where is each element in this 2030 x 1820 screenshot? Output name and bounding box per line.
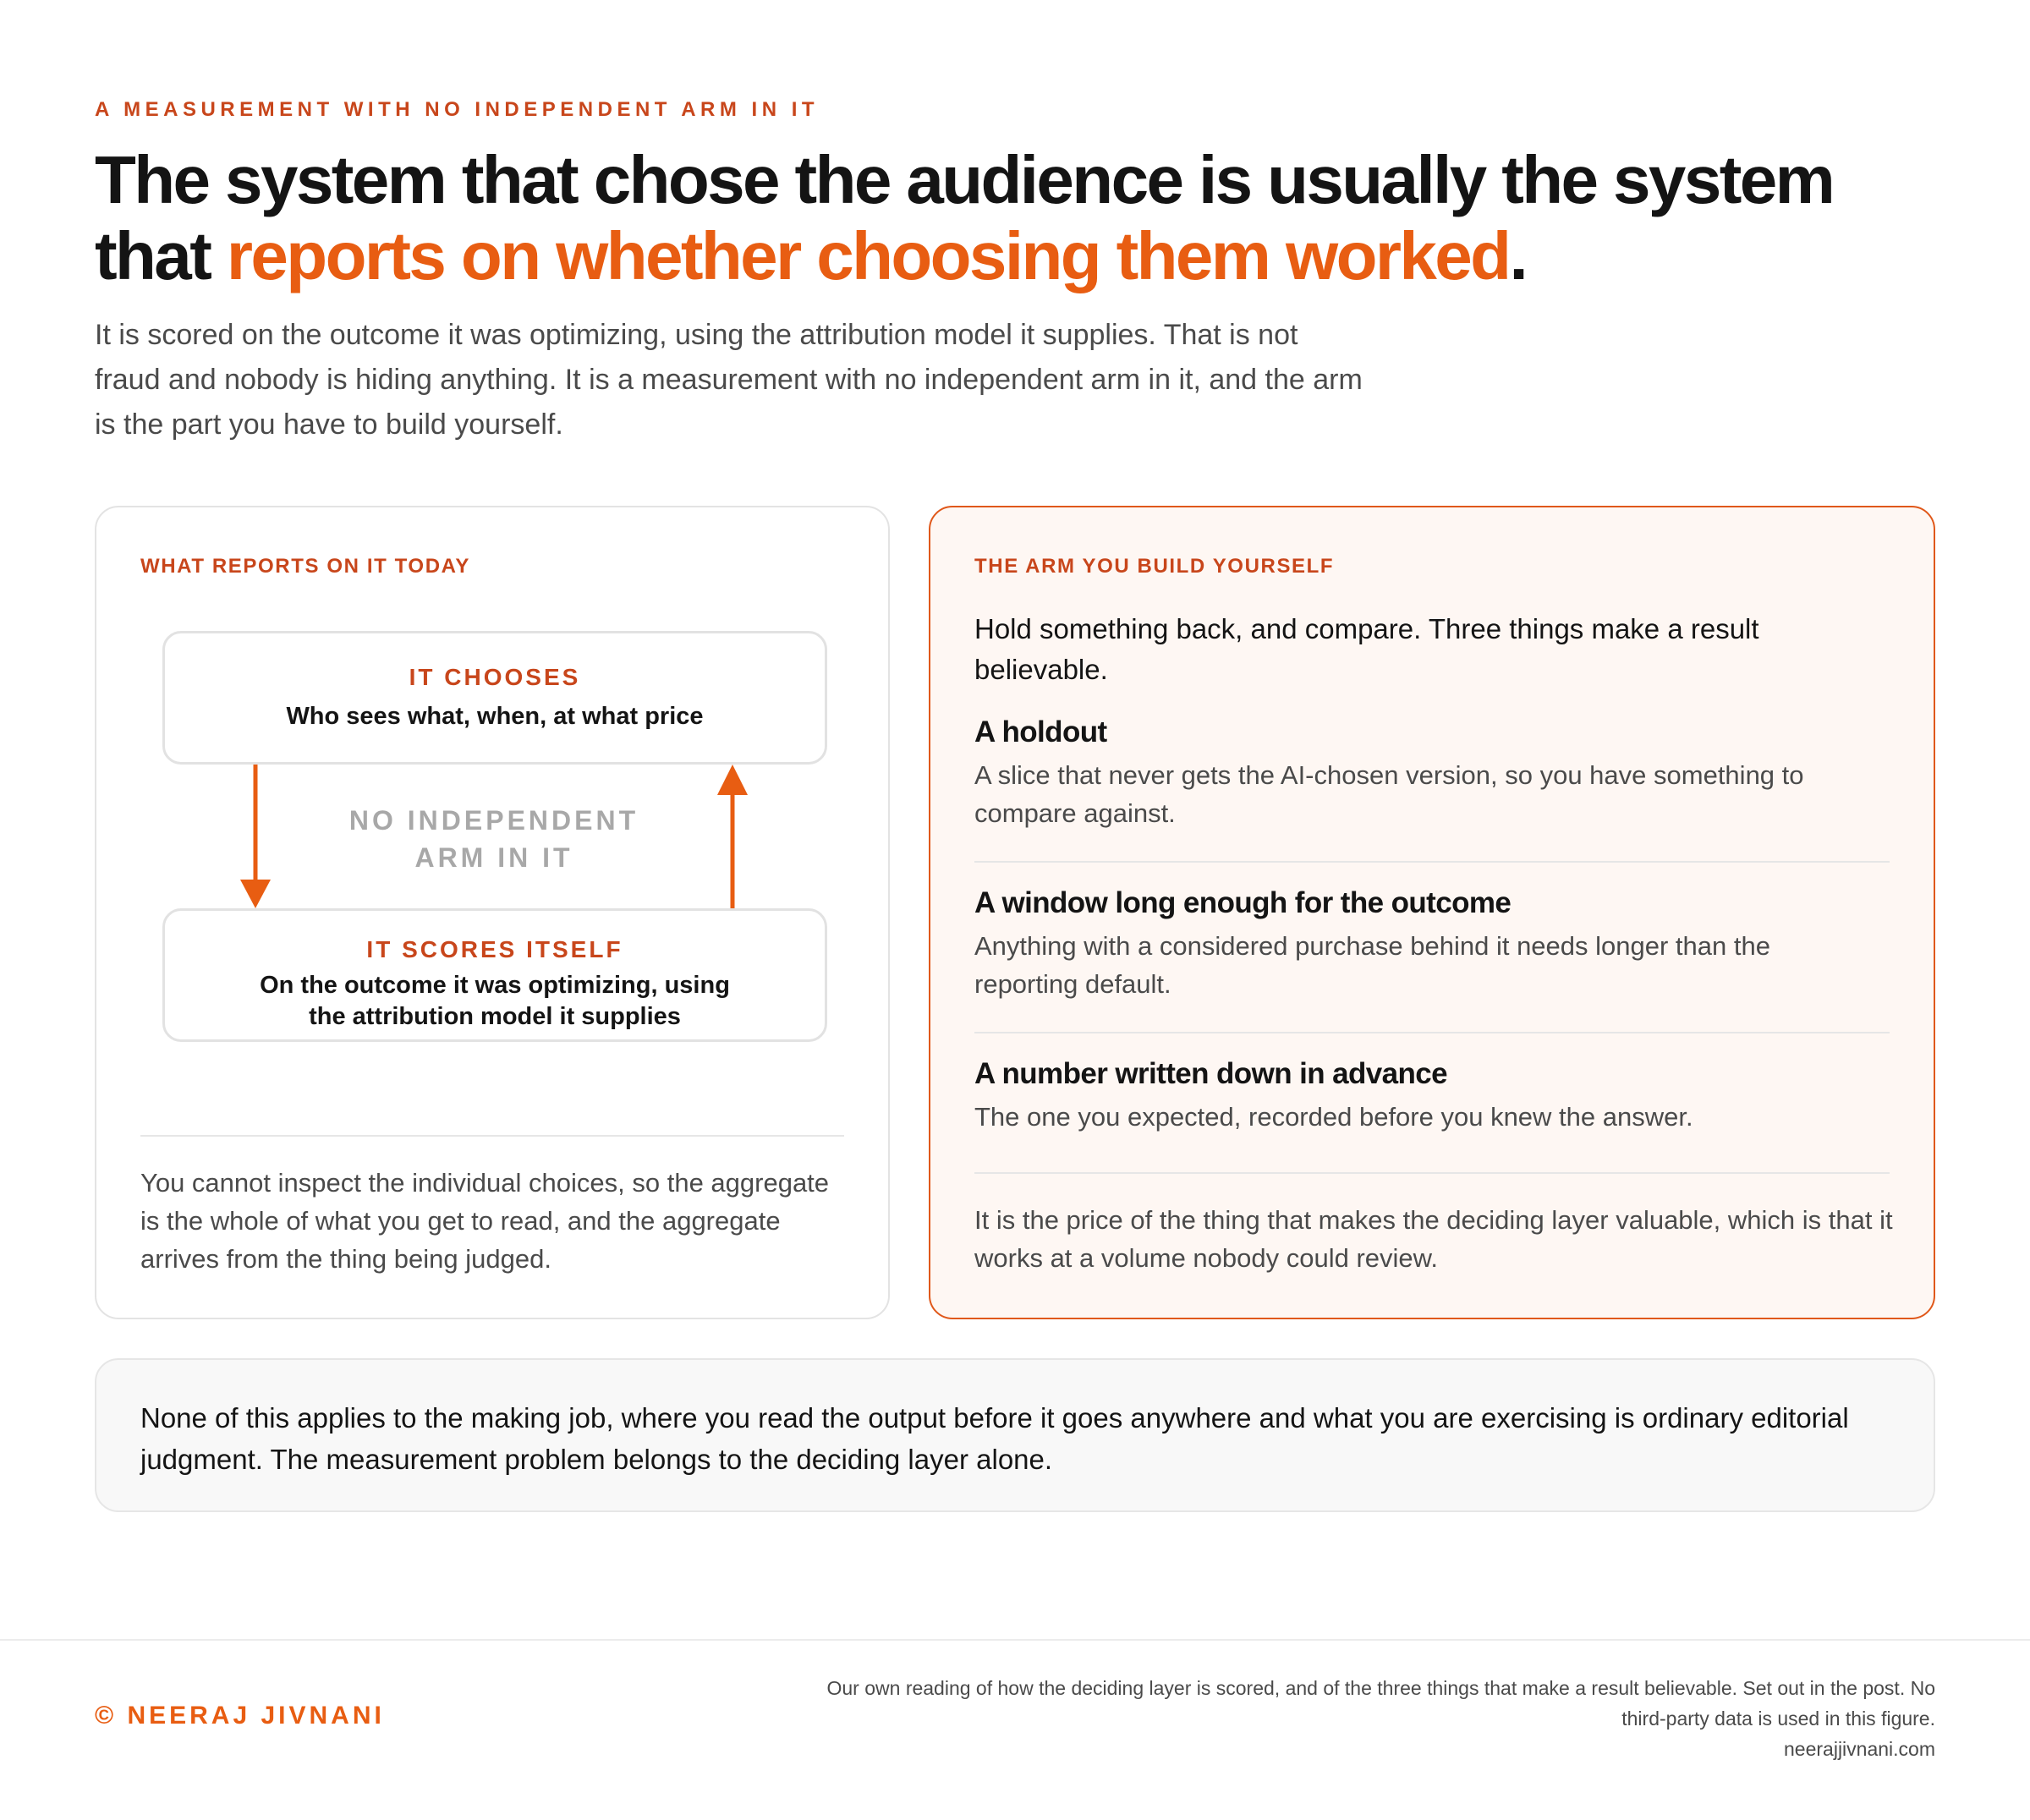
divider [974,861,1890,863]
item-desc: A slice that never gets the AI-chosen version, so you have something to compare against. [974,760,1804,828]
footer-divider [0,1639,2030,1641]
item-number-in-advance [974,1055,1893,1136]
divider [974,1032,1890,1033]
eyebrow-label: A MEASUREMENT WITH NO INDEPENDENT ARM IN IT [95,98,820,121]
arm-card [929,506,1935,1319]
footer-site-link[interactable]: neerajjivnani.com [1784,1738,1935,1760]
it-chooses-title: IT CHOOSES [409,664,581,690]
today-card-note: You cannot inspect the individual choices, so the aggregate is the whole of what you get to read, and the aggregate arrives from the thing being judged. [140,1168,830,1274]
arm-card-note: It is the price of the thing that makes the deciding layer valuable, which is that it works at a volume nobody could review. [974,1205,1893,1273]
center-label-line1: NO INDEPENDENT [348,805,639,836]
headline-accent: reports on whether choosing them worked [226,218,1510,293]
it-scores-itself-title: IT SCORES ITSELF [366,936,623,962]
footer-note-text: Our own reading of how the deciding layer is scored, and of the three things that make a result believable. Set out in the post. No third-party data is used in this figure. [826,1677,1935,1730]
making-job-callout [95,1358,1935,1512]
it-chooses-desc: Who sees what, when, at what price [286,703,704,730]
item-desc: The one you expected, recorded before you knew the answer. [974,1102,1693,1132]
item-title: A window long enough for the outcome [974,886,1512,919]
center-label-line2: ARM IN IT [414,842,573,873]
it-scores-itself-box [162,908,827,1042]
divider [974,1172,1890,1174]
lede-paragraph: It is scored on the outcome it was optimizing, using the attribution model it supplies. That is not fraud and nobody is hiding anything. It is a measurement with no independent arm in it, and the arm is the part you have to build yourself. [95,319,1363,441]
item-title: A number written down in advance [974,1057,1448,1090]
callout-text: None of this applies to the making job, where you read the output before it goes anywhere and what you are exercising is ordinary editorial judgment. The measurement problem belongs to the deciding layer alone. [140,1402,1849,1475]
footer-brand: © NEERAJ JIVNANI [95,1702,385,1730]
arm-card-intro: Hold something back, and compare. Three things make a result believable. [974,613,1759,685]
no-independent-arm-label [316,802,672,876]
it-scores-itself-desc: On the outcome it was optimizing, using the attribution model it supplies [260,972,730,1030]
divider [140,1135,844,1137]
today-card-label: WHAT REPORTS ON IT TODAY [140,555,470,578]
footer-note [802,1673,1935,1764]
it-chooses-box [162,631,827,765]
item-window [974,885,1893,1003]
headline-period: . [1509,218,1527,293]
down-arrow [240,765,271,908]
item-holdout [974,714,1893,832]
headline-main: The system that chose the audience is usually the system that [95,142,1834,293]
up-arrow [717,765,748,908]
item-title: A holdout [974,715,1107,748]
item-desc: Anything with a considered purchase behind it needs longer than the reporting default. [974,931,1770,999]
arm-card-label: THE ARM YOU BUILD YOURSELF [974,555,1335,578]
today-card [95,506,890,1319]
headline [95,142,1956,294]
